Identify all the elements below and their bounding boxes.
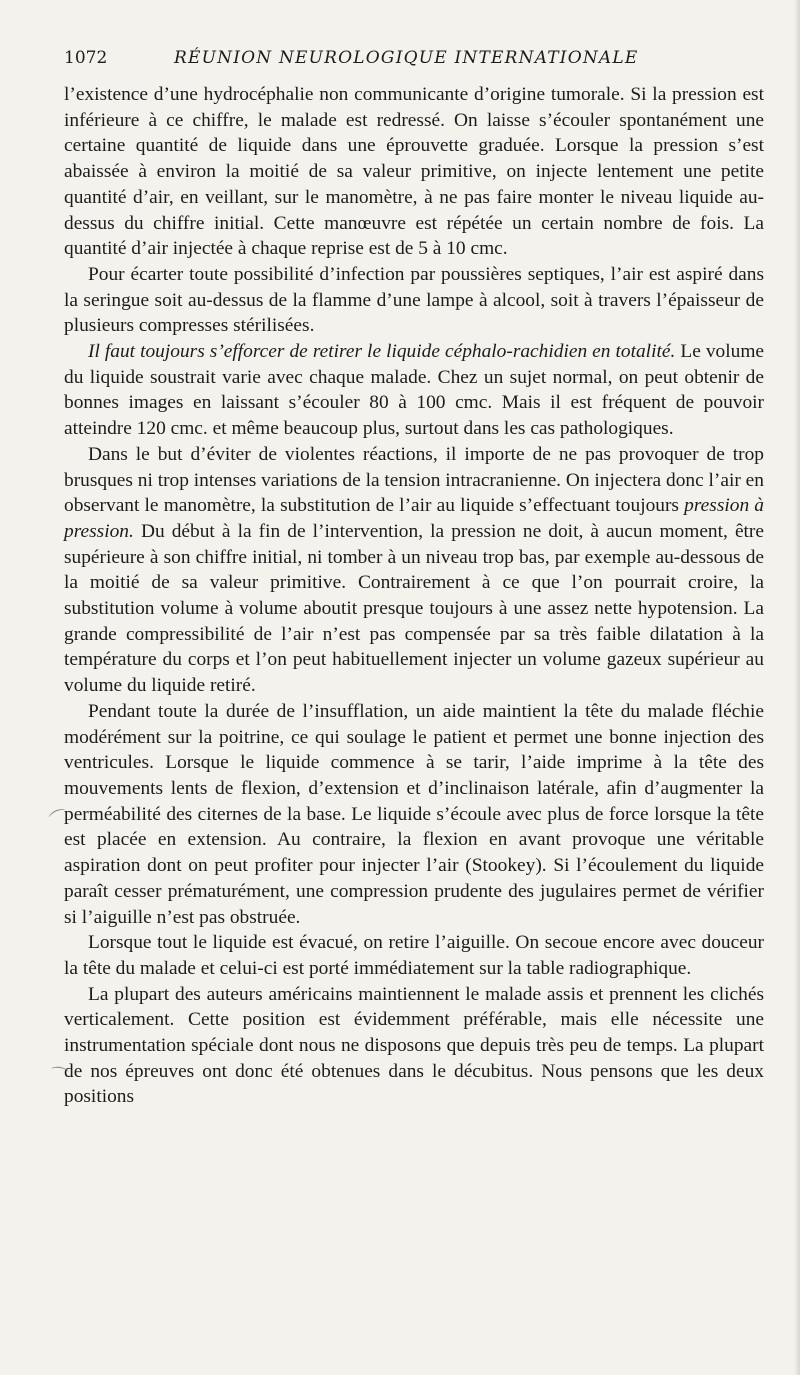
page-header [64,48,764,76]
page-number: 1072 [64,48,108,68]
paragraph-1: l’existence d’une hydrocéphalie non communicante d’origine tumorale. Si la pression est inférieure à ce chiffre, le malade est redressé. On laisse s’écouler spontanément une certaine quantité de liquide dans une éprouvette graduée. Lorsque la pression s’est abaissée à environ la moitié de sa valeur primitive, on injecte lentement une petite quantité d’air, en veillant, sur le manomètre, à ne pas faire monter le niveau liquide au-dessus du chiffre initial. Cette manœuvre est répétée un certain nombre de fois. La quantité d’air injectée à chaque reprise est de 5 à 10 cmc. [64,84,764,260]
paragraph-2: Pour écarter toute possibilité d’infection par poussières septiques, l’air est aspiré dans la seringue soit au-dessus de la flamme d’une lampe à alcool, soit à travers l’épaisseur de plusieurs compresses stérilisées. [64,263,764,337]
paragraph-5: Pendant toute la durée de l’insufflation, un aide maintient la tête du malade fléchie modérément sur la poitrine, ce qui soulage le patient et permet une bonne injection des ventricules. Lorsque le liquide commence à se tarir, l’aide imprime à la tête des mouvements lents de flexion, d’extension et d’inclinaison latérale, afin d’augmenter la perméabilité des citernes de la base. Le liquide s’écoule avec plus de force lorsque la tête est placée en extension. Au contraire, la flexion en avant provoque une véritable aspiration dont on peut profiter pour injecter l’air (Stookey). Si l’écoulement du liquide paraît cesser prématurément, une compression prudente des jugulaires permet de vérifier si l’aiguille n’est pas obstruée. [64,700,764,928]
body-text [64,82,764,1110]
paragraph-7: La plupart des auteurs américains maintiennent le malade assis et prennent les clichés verticalement. Cette position est évidemment préférable, mais elle nécessite une instrumentation spéciale dont nous ne disposons que depuis très peu de temps. La plupart de nos épreuves ont donc été obtenues dans le décubitus. Nous pensons que les deux positions [64,983,764,1108]
running-title: RÉUNION NEUROLOGIQUE INTERNATIONALE [174,48,639,68]
italic-lead: Il faut toujours s’efforcer de retirer le liquide céphalo-rachidien en totalité. [88,341,676,363]
paragraph-4: Dans le but d’éviter de violentes réactions, il importe de ne pas provoquer de trop brusques ni trop intenses variations de la tension intracranienne. On injectera donc l’air en observant le manomètre, la substitution de l’air au liquide s’effectuant toujours pression à pression. Du début à la fin de l’intervention, la pression ne doit, à aucun moment, être supérieure à son chiffre initial, ni tomber à un niveau trop bas, par exemple au-dessous de la moitié de sa valeur primitive. Contrairement à ce que l’on pourrait croire, la substitution volume à volume aboutit presque toujours à une assez nette hypotension. La grande compressibilité de l’air n’est pas compensée par sa très faible dilatation à la température du corps et l’on peut habituellement injecter un volume gazeux supérieur au volume du liquide retiré. [64,443,764,697]
paragraph-6: Lorsque tout le liquide est évacué, on retire l’aiguille. On secoue encore avec douceur la tête du malade et celui-ci est porté immédiatement sur la table radiographique. [64,932,764,979]
italic-phrase: pression à pression. [64,495,764,542]
pencil-mark-icon: ⌒ [48,1064,70,1089]
pencil-mark-icon: ⌒ [47,806,73,833]
paragraph-3: Il faut toujours s’efforcer de retirer le liquide céphalo-rachidien en totalité. Le volume du liquide soustrait varie avec chaque malade. Chez un sujet normal, on peut obtenir de bonnes images en laissant s’écouler 80 à 100 cmc. Mais il est fréquent de pouvoir atteindre 120 cmc. et même beaucoup plus, surtout dans les cas pathologiques. [64,341,765,440]
page-edge-shadow [794,0,800,1375]
document-page [64,48,764,1110]
